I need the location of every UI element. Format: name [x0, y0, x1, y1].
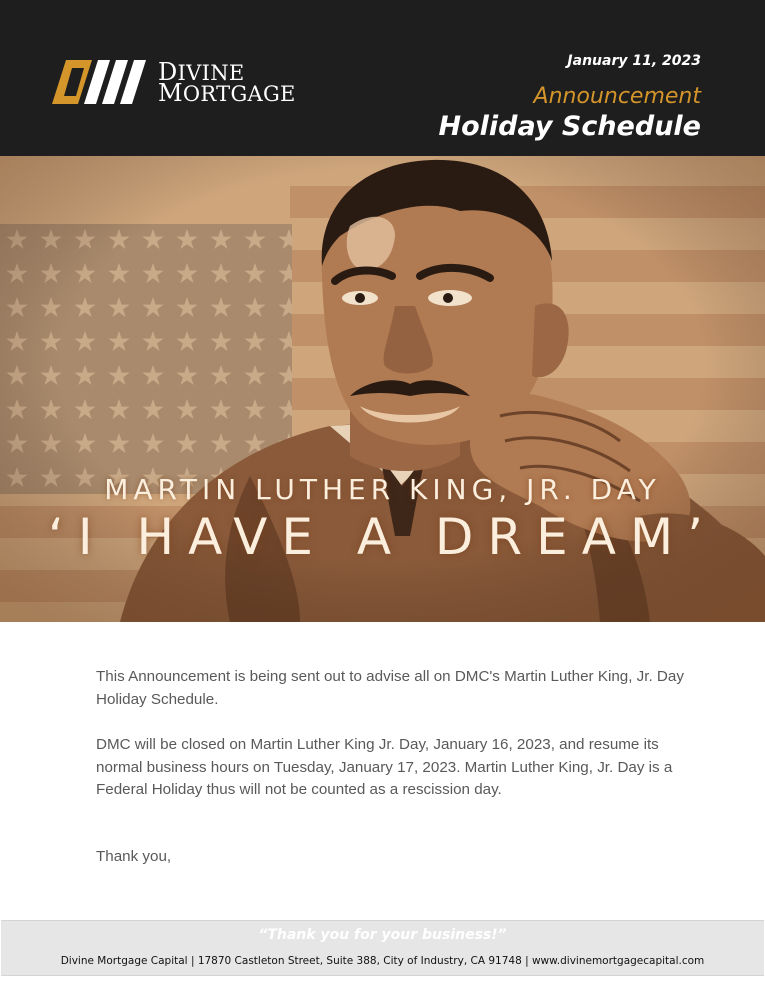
company-logo: [52, 58, 296, 107]
header-banner: [0, 0, 765, 156]
announcement-body: [96, 666, 686, 825]
footer-contact-info: Divine Mortgage Capital | 17870 Castleton Street, Suite 388, City of Industry, CA 91748 | www.divinemortgagecapital.com: [60, 955, 705, 967]
logo-mark-icon: [52, 60, 156, 104]
body-paragraph: DMC will be closed on Martin Luther King Jr. Day, January 16, 2023, and resume its normal business hours on Tuesday, January 17, 2023. Martin Luther King, Jr. Day is a Federal Holiday thus will not be counted as a rescission day.: [96, 736, 673, 798]
footer-tagline: “Thank you for your business!”: [258, 927, 507, 943]
hero-heading: MARTIN LUTHER KING, JR. DAY: [104, 473, 661, 506]
body-paragraph: This Announcement is being sent out to advise all on DMC's Martin Luther King, Jr. Day Holiday Schedule.: [96, 668, 684, 708]
footer: [1, 920, 764, 976]
closing-text: Thank you,: [96, 848, 172, 865]
hero-illustration: [0, 156, 765, 622]
announcement-title: Holiday Schedule: [438, 111, 701, 142]
announcement-label: Announcement: [533, 84, 701, 109]
announcement-date: January 11, 2023: [567, 53, 701, 69]
hero-subheading: ‘I HAVE A DREAM’: [48, 508, 717, 566]
logo-wordmark: DIVINE MORTGAGE: [158, 58, 296, 107]
